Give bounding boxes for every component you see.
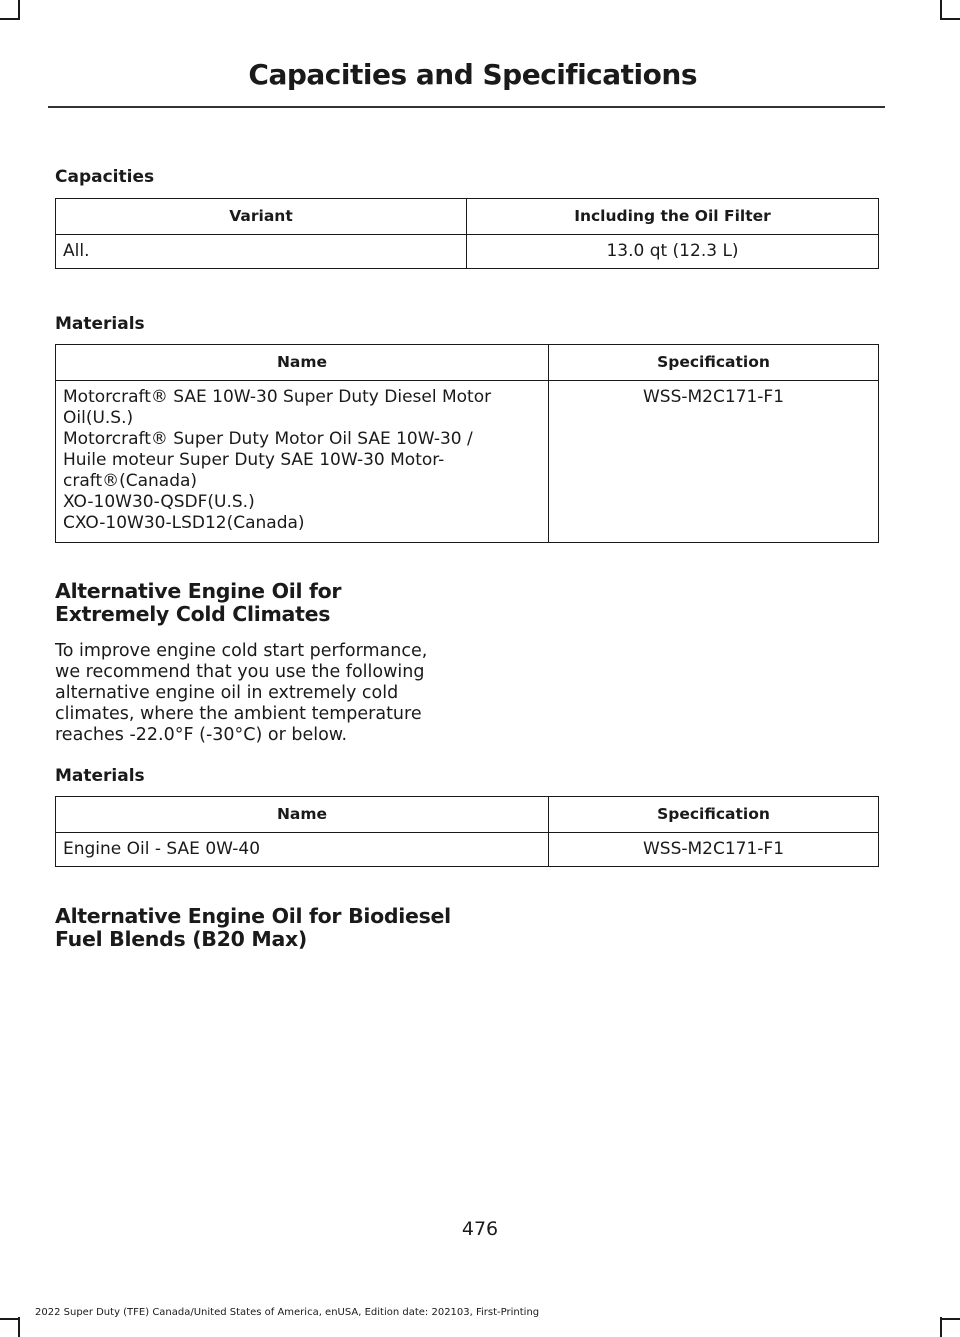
heading-line: Fuel Blends (B20 Max) <box>55 927 307 951</box>
table-row <box>56 833 879 867</box>
cell-oil-names <box>56 381 549 543</box>
oil-name-line: CXO-10W30-LSD12(Canada) <box>63 513 305 533</box>
cell-specification: WSS-M2C171-F1 <box>549 833 879 867</box>
column-header-oil-filter: Including the Oil Filter <box>467 199 879 235</box>
paragraph-line: climates, where the ambient temperature <box>55 704 422 724</box>
cold-climate-paragraph <box>55 641 455 746</box>
materials-label: Materials <box>55 314 145 334</box>
heading-line: Alternative Engine Oil for Biodiesel <box>55 904 451 928</box>
materials-table <box>55 344 879 543</box>
page-title: Capacities and Specifications <box>248 58 697 91</box>
heading-line: Extremely Cold Climates <box>55 602 331 626</box>
column-header-name: Name <box>56 797 549 833</box>
paragraph-line: alternative engine oil in extremely cold <box>55 683 399 703</box>
column-header-specification: Specification <box>549 345 879 381</box>
crop-mark-top-left <box>0 18 20 20</box>
oil-name-line: Motorcraft® Super Duty Motor Oil SAE 10W-30 / <box>63 429 473 449</box>
cell-variant: All. <box>56 235 467 269</box>
oil-name-line: craft®(Canada) <box>63 471 198 491</box>
paragraph-line: we recommend that you use the following <box>55 662 425 682</box>
table-header-row <box>56 345 879 381</box>
column-header-name: Name <box>56 345 549 381</box>
oil-name-line: Motorcraft® SAE 10W-30 Super Duty Diesel Motor <box>63 387 492 407</box>
crop-mark-top-right-vertical <box>940 0 942 20</box>
crop-mark-bottom-left-vertical <box>18 1317 20 1337</box>
crop-mark-top-right <box>940 18 960 20</box>
crop-mark-bottom-right <box>940 1318 960 1320</box>
cold-climate-heading <box>55 580 341 626</box>
title-rule <box>48 106 885 108</box>
heading-line: Alternative Engine Oil for <box>55 579 342 603</box>
oil-name-line: Oil(U.S.) <box>63 408 134 428</box>
table-row <box>56 235 879 269</box>
paragraph-line: To improve engine cold start performance, <box>55 641 428 661</box>
paragraph-line: reaches -22.0°F (-30°C) or below. <box>55 725 348 745</box>
biodiesel-heading <box>55 905 451 951</box>
oil-name-line: XO-10W30-QSDF(U.S.) <box>63 492 255 512</box>
capacities-table <box>55 198 879 269</box>
oil-name-line: Huile moteur Super Duty SAE 10W-30 Motor- <box>63 450 445 470</box>
column-header-specification: Specification <box>549 797 879 833</box>
materials-table-2 <box>55 796 879 867</box>
cell-specification: WSS-M2C171-F1 <box>549 381 879 543</box>
crop-mark-top-left-vertical <box>18 0 20 20</box>
column-header-variant: Variant <box>56 199 467 235</box>
crop-mark-bottom-left <box>0 1318 20 1320</box>
page-number: 476 <box>461 1218 499 1240</box>
table-row <box>56 381 879 543</box>
table-header-row <box>56 199 879 235</box>
edition-footer: 2022 Super Duty (TFE) Canada/United States of America, enUSA, Edition date: 202103, First-Printing <box>35 1307 540 1318</box>
capacities-label: Capacities <box>55 167 155 187</box>
cell-capacity: 13.0 qt (12.3 L) <box>467 235 879 269</box>
table-header-row <box>56 797 879 833</box>
crop-mark-bottom-right-vertical <box>940 1317 942 1337</box>
materials-label-2: Materials <box>55 766 145 786</box>
cell-oil-name: Engine Oil - SAE 0W-40 <box>56 833 549 867</box>
